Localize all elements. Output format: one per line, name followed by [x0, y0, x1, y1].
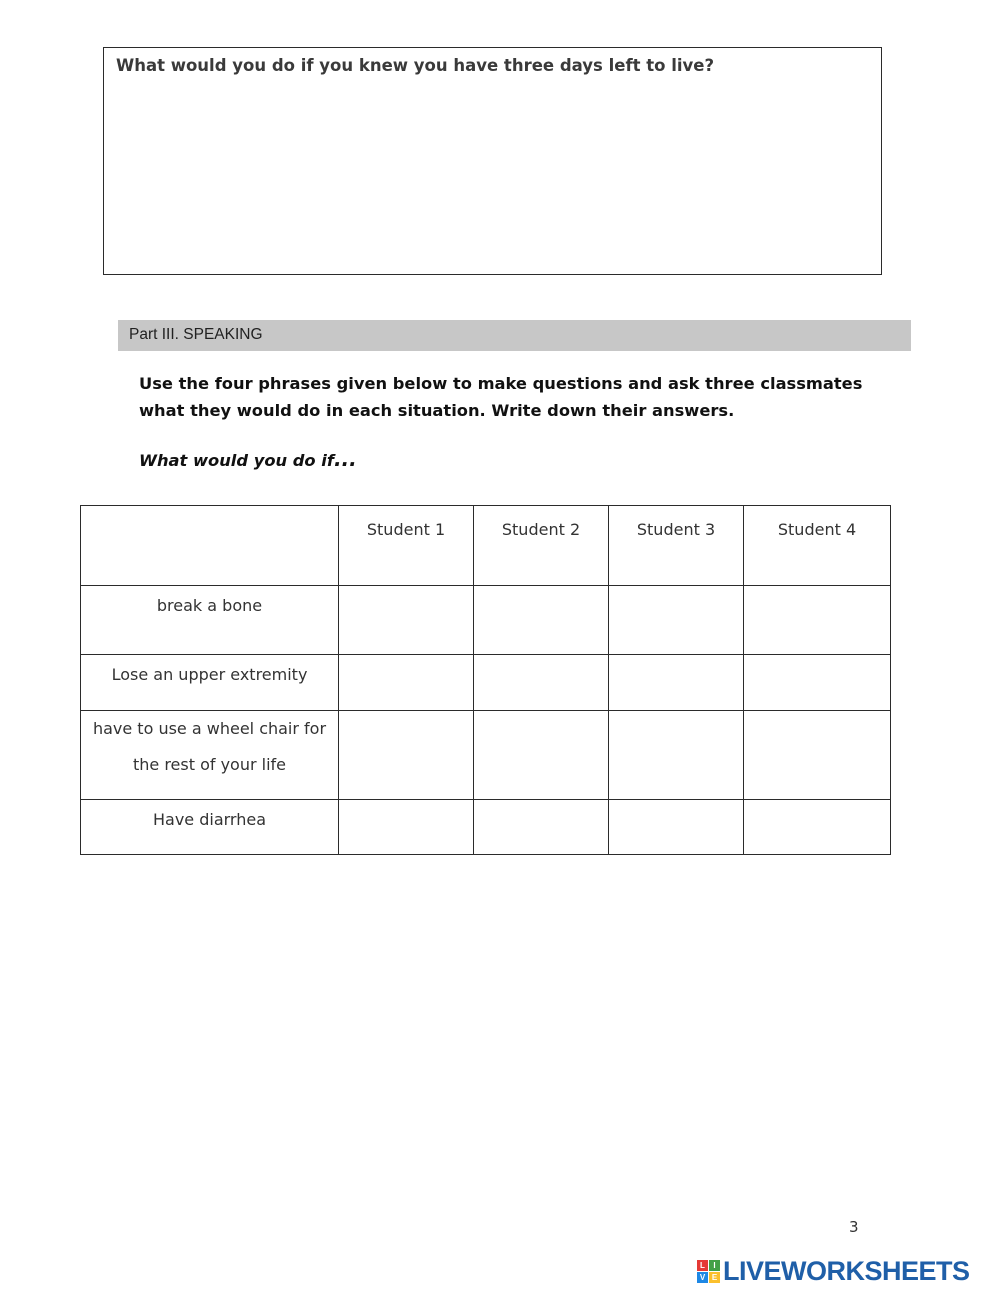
page-number: 3 — [849, 1218, 859, 1236]
answer-cell[interactable] — [474, 586, 609, 655]
answer-cell[interactable] — [744, 800, 891, 855]
situation-cell: break a bone — [81, 586, 339, 655]
situation-cell: have to use a wheel chair for the rest of your life — [81, 711, 339, 800]
answer-cell[interactable] — [744, 711, 891, 800]
answer-cell[interactable] — [609, 586, 744, 655]
question-text: What would you do if you knew you have three days left to live? — [116, 56, 715, 75]
header-cell-student-3: Student 3 — [609, 506, 744, 586]
answers-table — [80, 505, 891, 855]
answer-cell[interactable] — [474, 655, 609, 711]
answer-cell[interactable] — [339, 800, 474, 855]
logo-wordmark: LIVEWORKSHEETS — [723, 1255, 970, 1286]
answer-box[interactable] — [103, 47, 882, 275]
answer-cell[interactable] — [744, 586, 891, 655]
table-header-row — [81, 506, 891, 586]
liveworksheets-logo[interactable] — [697, 1257, 970, 1285]
logo-mark-icon — [697, 1260, 720, 1283]
answer-cell[interactable] — [609, 711, 744, 800]
header-cell-student-2: Student 2 — [474, 506, 609, 586]
situation-cell: Have diarrhea — [81, 800, 339, 855]
answer-cell[interactable] — [339, 711, 474, 800]
logo-letter: E — [709, 1272, 720, 1283]
answer-cell[interactable] — [339, 655, 474, 711]
header-cell-student-1: Student 1 — [339, 506, 474, 586]
table-row — [81, 800, 891, 855]
prompt-lead: What would you do if — [139, 451, 334, 470]
part-header-bar — [118, 320, 911, 351]
table-row — [81, 711, 891, 800]
answer-cell[interactable] — [609, 800, 744, 855]
logo-letter: V — [697, 1272, 708, 1283]
answer-cell[interactable] — [609, 655, 744, 711]
answer-cell[interactable] — [744, 655, 891, 711]
logo-letter: L — [697, 1260, 708, 1271]
header-cell-student-4: Student 4 — [744, 506, 891, 586]
prompt-text — [139, 447, 357, 471]
header-cell-empty — [81, 506, 339, 586]
instructions-text: Use the four phrases given below to make questions and ask three classmates what they would do in each situation. Write down their answers. — [139, 374, 863, 420]
logo-letter: I — [709, 1260, 720, 1271]
situation-cell: Lose an upper extremity — [81, 655, 339, 711]
part-header-title: Part III. SPEAKING — [129, 326, 263, 343]
answer-cell[interactable] — [474, 711, 609, 800]
prompt-ellipsis: ... — [333, 447, 357, 471]
answer-cell[interactable] — [339, 586, 474, 655]
answer-cell[interactable] — [474, 800, 609, 855]
table-row — [81, 586, 891, 655]
table-row — [81, 655, 891, 711]
